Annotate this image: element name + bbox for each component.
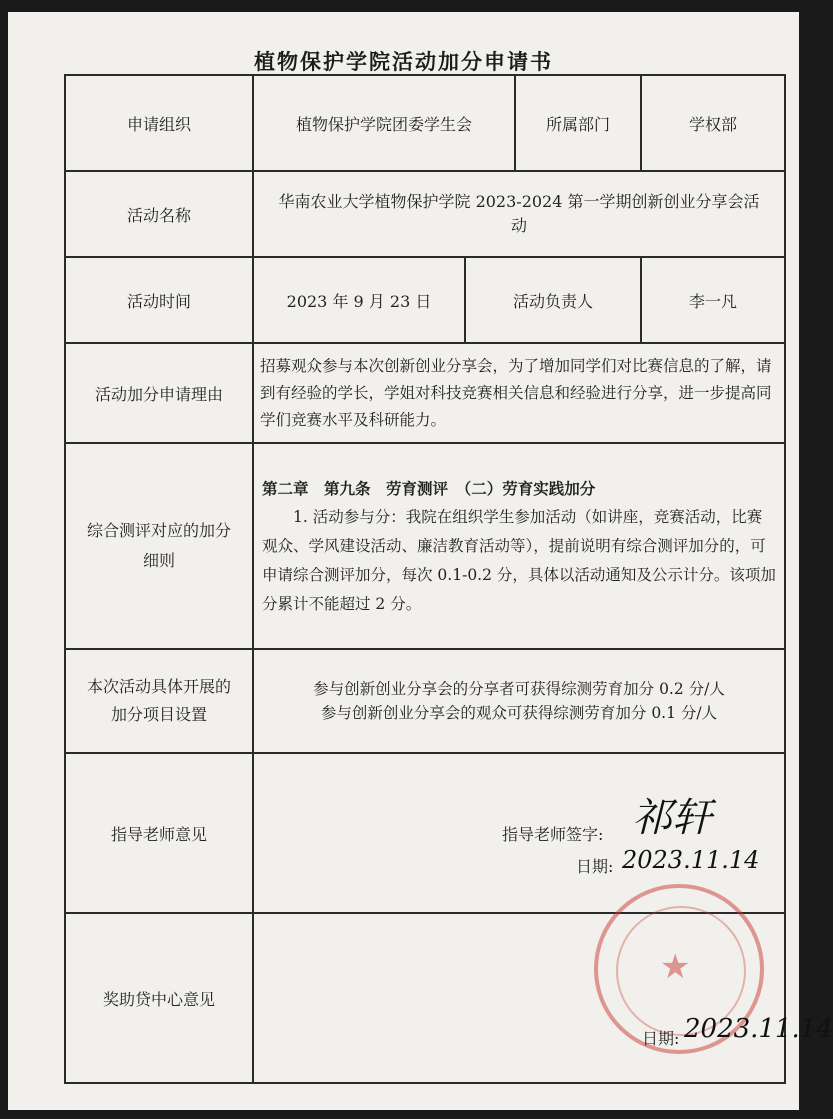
item-audience: 参与创新创业分享会的观众可获得综测劳育加分 0.1 分/人 [320, 704, 718, 722]
person-in-charge-label: 活动负责人 [465, 257, 641, 343]
item-sharer: 参与创新创业分享会的分享者可获得综测劳育加分 0.2 分/人 [313, 680, 725, 698]
row-applicant-org [65, 75, 785, 171]
row-reason [65, 343, 785, 443]
reason-label: 活动加分申请理由 [65, 343, 253, 443]
aid-center-opinion-label: 奖助贷中心意见 [65, 913, 253, 1083]
items-label: 本次活动具体开展的加分项目设置 [65, 649, 253, 753]
advisor-date-label: 日期: [576, 857, 614, 876]
advisor-date: 2023.11.14 [622, 846, 760, 874]
row-aid-center-opinion [65, 913, 785, 1083]
rules-body: 1. 活动参与分：我院在组织学生参加活动（如讲座，竞赛活动，比赛观众、学风建设活动、廉洁教育活动等），提前说明有综合测评加分的，可申请综合测评加分，每次 0.1-0.2 分，具体以活动通知及公示计分。该项加分累计不能超过 2 分。 [262, 507, 776, 613]
reason-value: 招募观众参与本次创新创业分享会，为了增加同学们对比赛信息的了解，请到有经验的学长，学姐对科技竞赛相关信息和经验进行分享，进一步提高同学们竞赛水平及科研能力。 [253, 343, 785, 443]
aid-center-opinion-cell [253, 913, 833, 1083]
items-cell [253, 649, 785, 753]
activity-name-value: 华南农业大学植物保护学院 2023-2024 第一学期创新创业分享会活动 [253, 171, 785, 257]
applicant-org-value: 植物保护学院团委学生会 [253, 75, 515, 171]
applicant-org-label: 申请组织 [65, 75, 253, 171]
rules-cell [253, 443, 785, 649]
activity-name-label: 活动名称 [65, 171, 253, 257]
row-activity-name [65, 171, 785, 257]
department-value: 学权部 [641, 75, 785, 171]
row-items [65, 649, 785, 753]
aid-center-date: 2023.11.14 [684, 1014, 833, 1044]
row-rules [65, 443, 785, 649]
document-title: 植物保护学院活动加分申请书 [254, 49, 553, 74]
activity-time-value: 2023 年 9 月 23 日 [253, 257, 465, 343]
activity-time-label: 活动时间 [65, 257, 253, 343]
document-page [8, 12, 833, 1110]
advisor-opinion-label: 指导老师意见 [65, 753, 253, 913]
seal-star-icon: ★ [660, 947, 691, 987]
application-form-table [64, 74, 833, 1084]
advisor-signature: 祁轩 [632, 795, 712, 841]
rules-label: 综合测评对应的加分细则 [65, 443, 253, 649]
advisor-signature-label: 指导老师签字: [502, 825, 604, 844]
aid-center-date-label: 日期: [642, 1029, 680, 1048]
rules-heading: 第二章 第九条 劳育测评 （二）劳育实践加分 [262, 478, 596, 498]
person-in-charge-value: 李一凡 [641, 257, 785, 343]
row-activity-time [65, 257, 785, 343]
department-label: 所属部门 [515, 75, 641, 171]
